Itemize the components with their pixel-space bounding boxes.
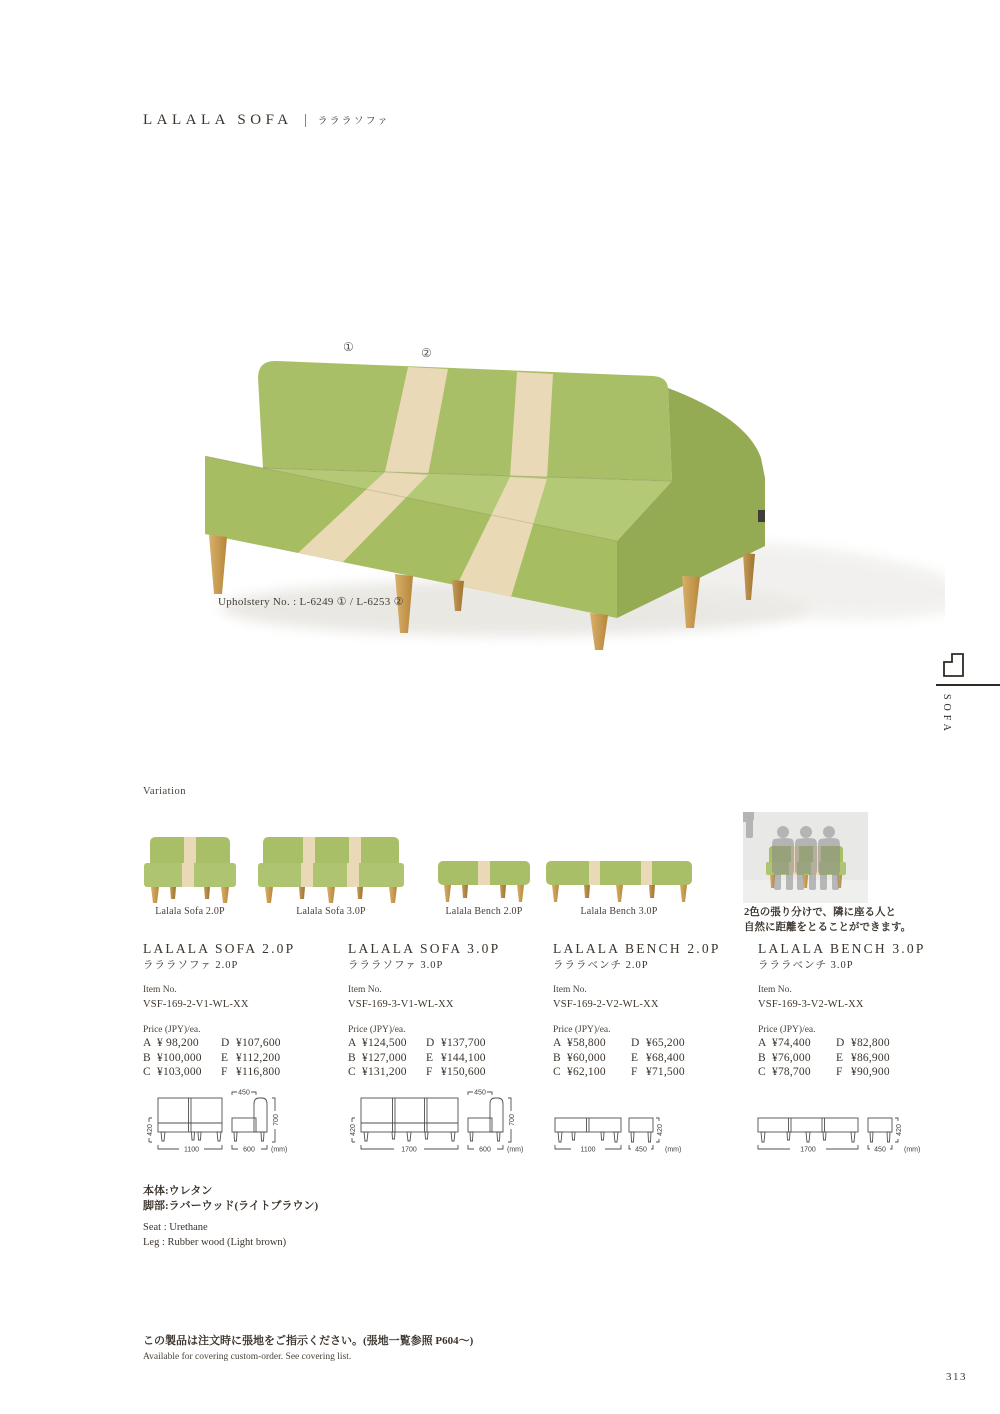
thumb-caption: Lalala Bench 3.0P: [580, 906, 658, 917]
price-row: B ¥127,000 E ¥144,100: [348, 1051, 486, 1064]
materials-jp-leg: 脚部:ラバーウッド(ライトブラウン): [143, 1200, 319, 1212]
product-card-sofa-3p: [348, 941, 546, 1080]
price-row: A ¥ 98,200 D ¥107,600: [143, 1037, 281, 1049]
product-card-bench-3p: [758, 941, 956, 1080]
svg-text:1100: 1100: [580, 1146, 596, 1154]
thumb-bench-3p: [543, 855, 695, 907]
item-no: VSF-169-2-V2-WL-XX: [553, 999, 659, 1010]
upholstery-note: Upholstery No. : L-6249 ① / L-6253 ②: [218, 596, 404, 608]
svg-text:450: 450: [874, 1146, 886, 1154]
page-number: 313: [946, 1371, 967, 1383]
item-no-label: Item No.: [553, 985, 587, 995]
product-name: LALALA SOFA 3.0P: [348, 941, 501, 956]
product-name: LALALA SOFA 2.0P: [143, 941, 296, 956]
product-name-jp: ラララベンチ 2.0P: [553, 960, 649, 971]
svg-text:(mm): (mm): [904, 1146, 921, 1154]
feature-caption-line2: 自然に距離をとることができます。: [744, 922, 912, 933]
product-series-title: LALALA SOFA: [143, 112, 293, 128]
price-row: C ¥62,100 F ¥71,500: [553, 1066, 685, 1078]
svg-text:420: 420: [147, 1124, 154, 1136]
sofa-profile-icon: [938, 649, 968, 681]
svg-text:(mm): (mm): [271, 1146, 288, 1154]
item-no-label: Item No.: [143, 985, 177, 995]
svg-text:600: 600: [243, 1146, 255, 1154]
svg-text:1700: 1700: [800, 1146, 816, 1154]
svg-text:450: 450: [238, 1089, 250, 1097]
page-header: [143, 112, 389, 129]
dimension-drawing-bench-3p: [756, 1085, 966, 1155]
product-name-jp: ラララソファ 3.0P: [348, 960, 444, 971]
feature-caption-line1: 2色の張り分けで、隣に座る人と: [744, 907, 897, 918]
price-row: C ¥78,700 F ¥90,900: [758, 1066, 890, 1078]
materials-en: [143, 1220, 286, 1250]
svg-text:450: 450: [474, 1089, 486, 1097]
price-label: Price (JPY)/ea.: [348, 1025, 406, 1035]
price-label: Price (JPY)/ea.: [143, 1025, 201, 1035]
price-row: B ¥60,000 E ¥68,400: [553, 1051, 685, 1064]
price-row: B ¥76,000 E ¥86,900: [758, 1051, 890, 1064]
footer-note-jp: この製品は注文時に張地をご指示ください。(張地一覧参照 P604〜): [143, 1335, 474, 1347]
svg-text:(mm): (mm): [507, 1146, 524, 1154]
item-no: VSF-169-2-V1-WL-XX: [143, 999, 249, 1010]
product-name-jp: ラララソファ 2.0P: [143, 960, 239, 971]
dimension-drawing-bench-2p: [551, 1085, 751, 1155]
item-no: VSF-169-3-V1-WL-XX: [348, 999, 454, 1010]
item-no: VSF-169-3-V2-WL-XX: [758, 999, 864, 1010]
product-name: LALALA BENCH 2.0P: [553, 941, 721, 956]
product-name: LALALA BENCH 3.0P: [758, 941, 926, 956]
thumb-caption: Lalala Sofa 3.0P: [296, 906, 366, 917]
price-label: Price (JPY)/ea.: [553, 1025, 611, 1035]
svg-text:700: 700: [509, 1114, 516, 1126]
upholstery-marker-2: ②: [421, 346, 432, 360]
thumb-bench-2p: [434, 855, 534, 907]
header-divider: [305, 114, 306, 127]
price-row: C ¥131,200 F ¥150,600: [348, 1066, 486, 1078]
svg-text:1700: 1700: [401, 1146, 417, 1154]
dimension-drawing-sofa-2p: [143, 1085, 343, 1155]
thumb-sofa-3p: [255, 833, 407, 907]
price-label: Price (JPY)/ea.: [758, 1025, 816, 1035]
variation-heading: Variation: [143, 786, 186, 797]
product-series-title-jp: ラララソファ: [317, 116, 390, 127]
thumb-sofa-2p: [140, 833, 240, 907]
materials-en-seat: Seat : Urethane: [143, 1222, 208, 1233]
price-row: B ¥100,000 E ¥112,200: [143, 1051, 281, 1064]
thumb-caption: Lalala Sofa 2.0P: [155, 906, 225, 917]
svg-text:700: 700: [273, 1114, 280, 1126]
side-tab-label: SOFA: [941, 694, 952, 735]
svg-text:1100: 1100: [183, 1146, 200, 1154]
svg-text:420: 420: [657, 1124, 664, 1136]
svg-text:(mm): (mm): [665, 1146, 682, 1154]
price-row: C ¥103,000 F ¥116,800: [143, 1066, 281, 1078]
materials-jp: [143, 1184, 318, 1214]
svg-text:420: 420: [896, 1124, 903, 1136]
thumb-caption: Lalala Bench 2.0P: [445, 906, 523, 917]
product-card-bench-2p: [553, 941, 751, 1080]
svg-text:420: 420: [350, 1124, 357, 1136]
footer-note-en: Available for covering custom-order. See covering list.: [143, 1352, 352, 1362]
materials-jp-body: 本体:ウレタン: [143, 1185, 213, 1197]
feature-caption: [744, 905, 911, 935]
feature-photo-distance: [743, 812, 868, 903]
price-row: A ¥124,500 D ¥137,700: [348, 1037, 486, 1049]
price-row: A ¥58,800 D ¥65,200: [553, 1037, 685, 1049]
svg-text:450: 450: [635, 1146, 647, 1154]
upholstery-marker-1: ①: [343, 340, 354, 354]
dimension-drawing-sofa-3p: [348, 1085, 548, 1155]
svg-text:600: 600: [479, 1146, 491, 1154]
price-row: A ¥74,400 D ¥82,800: [758, 1037, 890, 1049]
item-no-label: Item No.: [348, 985, 382, 995]
product-card-sofa-2p: [143, 941, 341, 1080]
materials-en-leg: Leg : Rubber wood (Light brown): [143, 1237, 287, 1248]
hero-sofa-image: [195, 328, 945, 663]
item-no-label: Item No.: [758, 985, 792, 995]
product-name-jp: ラララベンチ 3.0P: [758, 960, 854, 971]
side-tab-rule: [936, 684, 1000, 686]
